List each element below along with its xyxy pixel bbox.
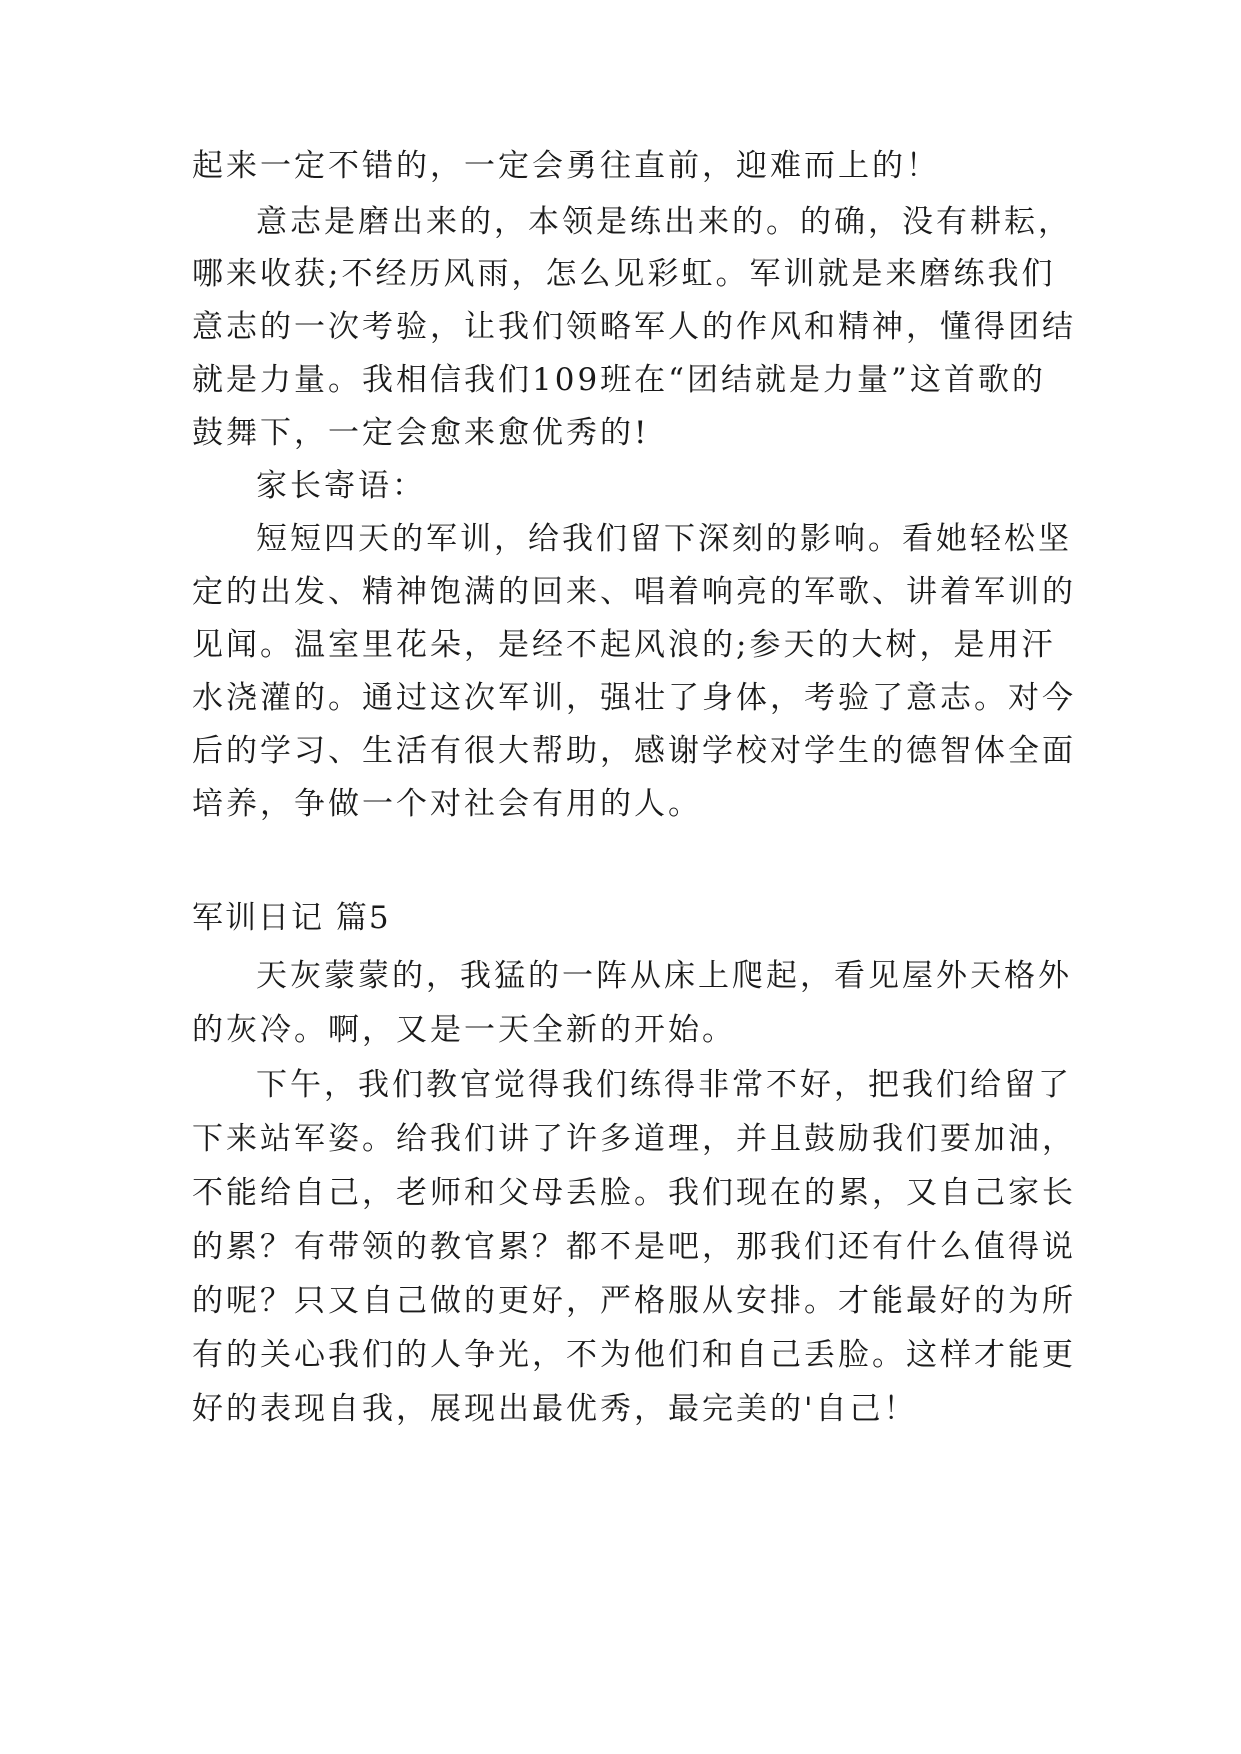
section-heading (0, 888, 1241, 948)
text-line: 后的学习、生活有很大帮助，感谢学校对学生的德智体全面 (192, 733, 1076, 769)
text-line: 定的出发、精神饱满的回来、唱着响亮的军歌、讲着军训的 (192, 574, 1076, 610)
text-line: 好的表现自我，展现出最优秀，最完美的'自己！ (192, 1391, 918, 1427)
paragraph-line (0, 1325, 1241, 1385)
paragraph-line (0, 244, 1241, 304)
paragraph-line (0, 1000, 1241, 1060)
text-line: 有的关心我们的人争光，不为他们和自己丢脸。这样才能更 (192, 1337, 1076, 1373)
text-line: 的呢？只又自己做的更好，严格服从安排。才能最好的为所 (192, 1283, 1076, 1319)
paragraph-line (0, 721, 1241, 781)
paragraph-line (0, 1271, 1241, 1331)
paragraph-line (0, 1109, 1241, 1169)
paragraph-line (0, 562, 1241, 622)
paragraph-line (0, 1163, 1241, 1223)
text-line: 下午，我们教官觉得我们练得非常不好，把我们给留了 (256, 1067, 1072, 1103)
paragraph-line (0, 1217, 1241, 1277)
text-line: 意志是磨出来的，本领是练出来的。的确，没有耕耘， (256, 204, 1072, 240)
text-line: 见闻。温室里花朵，是经不起风浪的;参天的大树，是用汗 (192, 627, 1056, 663)
paragraph-line (0, 456, 1241, 516)
text-line: 的灰冷。啊，又是一天全新的开始。 (192, 1012, 736, 1048)
paragraph-line (0, 509, 1241, 569)
text-line: 起来一定不错的，一定会勇往直前，迎难而上的！ (192, 148, 940, 184)
text-line: 的累？有带领的教官累？都不是吧，那我们还有什么值得说 (192, 1229, 1076, 1265)
text-line: 水浇灌的。通过这次军训，强壮了身体，考验了意志。对今 (192, 680, 1076, 716)
paragraph-line (0, 946, 1241, 1006)
paragraph-line (0, 297, 1241, 357)
text-line: 意志的一次考验，让我们领略军人的作风和精神，懂得团结 (192, 309, 1076, 345)
text-line: 哪来收获;不经历风雨，怎么见彩虹。军训就是来磨练我们 (192, 256, 1056, 292)
text-line: 培养，争做一个对社会有用的人。 (192, 786, 702, 822)
paragraph-line (0, 403, 1241, 463)
text-line: 不能给自己，老师和父母丢脸。我们现在的累，又自己家长 (192, 1175, 1076, 1211)
text-line: 下来站军姿。给我们讲了许多道理，并且鼓励我们要加油， (192, 1121, 1076, 1157)
paragraph-line (0, 615, 1241, 675)
paragraph-line (0, 192, 1241, 252)
paragraph-line (0, 668, 1241, 728)
paragraph-line (0, 1379, 1241, 1439)
heading-text: 军训日记 篇5 (192, 900, 391, 936)
paragraph-line (0, 1055, 1241, 1115)
text-line: 天灰蒙蒙的，我猛的一阵从床上爬起，看见屋外天格外 (256, 958, 1072, 994)
paragraph-line (0, 774, 1241, 834)
text-line: 鼓舞下，一定会愈来愈优秀的! (192, 415, 650, 451)
paragraph-line (0, 350, 1241, 410)
text-line: 就是力量。我相信我们109班在“团结就是力量”这首歌的 (192, 362, 1046, 398)
text-line: 家长寄语： (256, 468, 426, 504)
text-line: 短短四天的军训，给我们留下深刻的影响。看她轻松坚 (256, 521, 1072, 557)
paragraph-line (0, 136, 1241, 196)
